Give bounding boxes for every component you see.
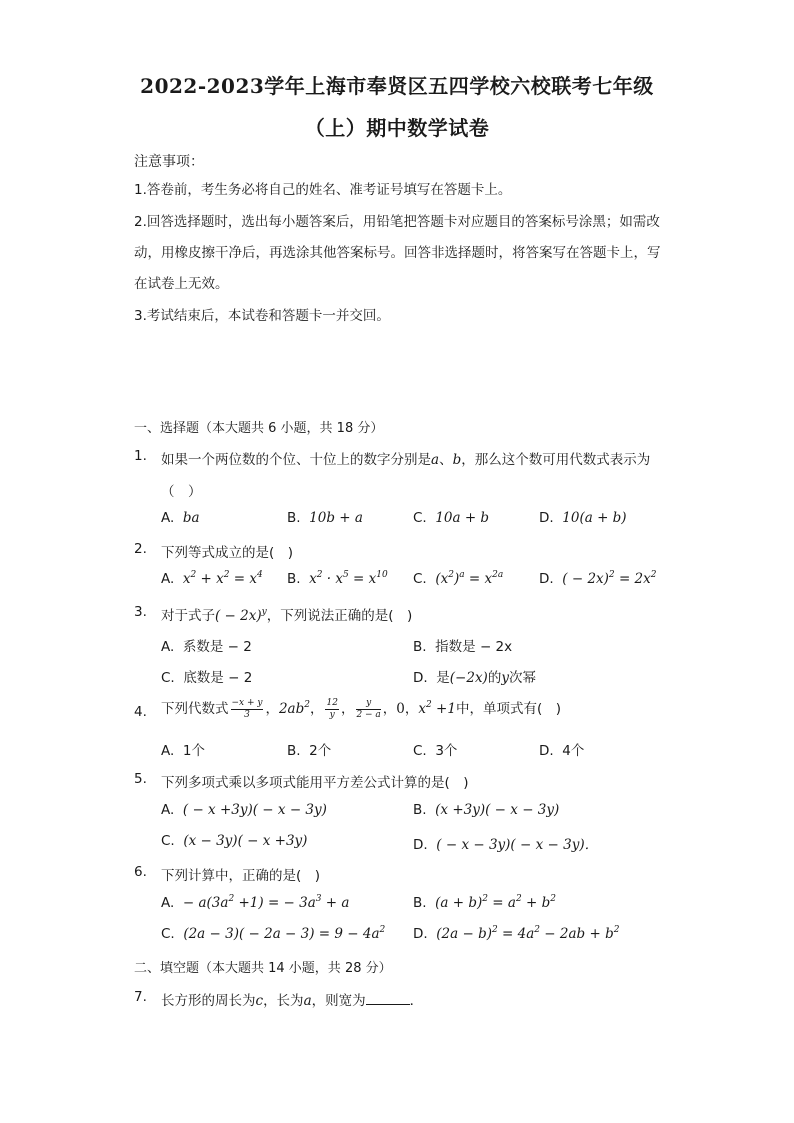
q1-option-a — [161, 510, 200, 526]
q6-stem: 下列计算中，正确的是( ) — [161, 868, 321, 884]
q2-option-b: B. $x^2 \cdot x^5 = x^{10}$ — [287, 570, 388, 587]
q5-option-b — [413, 802, 559, 818]
q1-stem-part: 如果一个两位数的个位、十位上的数字分别是 — [161, 452, 431, 468]
q4-stem-part: 下列代数式 — [161, 701, 229, 717]
q1-option-c — [413, 510, 489, 526]
section-choice-title: 一、选择题（本大题共 6 小题，共 18 分） — [134, 421, 384, 436]
option-label: A. — [161, 895, 175, 911]
option-text: ( − x − 3y)( − x − 3y)． — [436, 837, 599, 853]
fraction: $\frac{12}{y}$ — [326, 697, 338, 720]
option-text: 10b + a — [309, 510, 363, 526]
q1-stem — [161, 448, 650, 468]
option-text: 10a + b — [435, 510, 490, 526]
fraction: $\frac{-x + y}{3}$ — [231, 697, 263, 720]
option-label: A. — [161, 802, 175, 818]
q7-number: 7. — [134, 989, 147, 1005]
option-label: D. — [413, 837, 428, 853]
q6-number: 6. — [134, 864, 147, 880]
q3-stem: 对于式子( − 2x)$^y$，下列说法正确的是( ) — [161, 607, 413, 624]
q1-var-a: a — [431, 452, 440, 468]
option-label: B. — [287, 571, 301, 587]
q7-stem-part: ，长为 — [263, 993, 304, 1009]
option-label: C. — [161, 670, 175, 686]
option-text: 2个 — [309, 743, 332, 759]
page-title-line1: 2022-2023学年上海市奉贤区五四学校六校联考七年级 — [140, 74, 654, 98]
option-label: A. — [161, 743, 175, 759]
option-label: D. — [539, 571, 554, 587]
option-label: C. — [161, 926, 175, 942]
q5-number: 5. — [134, 771, 147, 787]
q3-stem-part: ，下列说法正确的是( ) — [266, 608, 413, 624]
option-label: D. — [539, 743, 554, 759]
q5-stem: 下列多项式乘以多项式能用平方差公式计算的是( ) — [161, 775, 469, 791]
option-label: A. — [161, 639, 175, 655]
q2-number: 2. — [134, 541, 147, 557]
notice-item-2: 2.回答选择题时，选出每小题答案后，用铅笔把答题卡对应题目的答案标号涂黑；如需改动，用橡皮擦干净后，再选涂其他答案标号。回答非选择题时，将答案写在答题卡上，写在试卷上无效。 — [134, 214, 661, 292]
option-label: C. — [413, 510, 427, 526]
q3-number: 3. — [134, 604, 147, 620]
q1-var-b: b — [452, 452, 462, 468]
q1-option-d — [539, 510, 627, 526]
option-label: B. — [287, 510, 301, 526]
option-label: A. — [161, 571, 175, 587]
q1-sep: 、 — [439, 452, 453, 468]
option-text: ( − x +3y)( − x − 3y) — [182, 802, 327, 818]
page-title-line2: （上）期中数学试卷 — [304, 116, 490, 140]
q3-stem-part: 对于式子 — [161, 608, 215, 624]
q4-option-d — [539, 739, 584, 759]
option-text: 是 — [436, 670, 450, 686]
q7-var-a: a — [303, 993, 312, 1009]
option-label: C. — [413, 571, 427, 587]
option-label: B. — [287, 743, 301, 759]
option-text: 4个 — [562, 743, 585, 759]
fraction: $\frac{y}{2 - a}$ — [356, 697, 381, 720]
q6-option-d: D. $(2a - b)^2 = 4a^2 - 2ab + b^2$ — [413, 925, 620, 942]
q7-stem — [161, 989, 423, 1009]
q6-option-a: A. − $a(3a^2 +1)$ = − $3a^3 + a$ — [161, 894, 350, 911]
q3-option-d — [413, 666, 536, 686]
option-text: (−2x) — [449, 670, 488, 686]
q1-stem-part: ，那么这个数可用代数式表示为 — [461, 452, 651, 468]
option-text: 1个 — [182, 743, 205, 759]
q3-option-a — [161, 635, 252, 655]
option-text: 系数是 − 2 — [182, 639, 252, 655]
option-text: (x +3y)( − x − 3y) — [435, 802, 560, 818]
q3-option-c — [161, 666, 252, 686]
q5-option-d — [413, 833, 598, 853]
option-label: A. — [161, 510, 175, 526]
q4-number: 4. — [134, 704, 147, 720]
q4-option-c — [413, 739, 457, 759]
option-text: 次幂 — [508, 670, 536, 686]
answer-blank — [366, 992, 410, 1005]
option-text: (x − 3y)( − x +3y) — [183, 833, 308, 849]
q4-option-a — [161, 739, 205, 759]
notice-item-3: 3.考试结束后，本试卷和答题卡一并交回。 — [134, 308, 390, 324]
option-text: 10(a + b) — [562, 510, 627, 526]
option-text: ba — [182, 510, 200, 526]
notice-item-1: 1.答卷前，考生务必将自己的姓名、准考证号填写在答题卡上。 — [134, 182, 512, 198]
option-label: D. — [539, 510, 554, 526]
q5-option-c — [161, 833, 307, 849]
q1-number: 1. — [134, 448, 147, 464]
option-text: y — [501, 670, 509, 686]
q4-option-b — [287, 739, 331, 759]
option-label: B. — [413, 639, 427, 655]
q2-stem: 下列等式成立的是( ) — [161, 545, 294, 561]
q2-option-c: C. $(x^2)^a = x^{2a}$ — [413, 570, 504, 587]
option-label: C. — [413, 743, 427, 759]
option-label: D. — [413, 926, 428, 942]
q1-paren: （ ） — [161, 484, 202, 500]
q1-option-b — [287, 510, 363, 526]
q5-option-a — [161, 802, 327, 818]
section-fill-title: 二、填空题（本大题共 14 小题，共 28 分） — [134, 961, 392, 976]
option-text: 的 — [487, 670, 502, 686]
option-text: 3个 — [435, 743, 458, 759]
q2-option-d: D. ( − $2x)^2 = 2x^2$ — [539, 570, 657, 587]
option-label: B. — [413, 802, 427, 818]
q3-option-b — [413, 635, 512, 655]
q7-stem-part: 长方形的周长为 — [161, 993, 256, 1009]
q2-option-a: A. $x^2 + x^2 = x^4$ — [161, 570, 263, 587]
q7-stem-part: ，则宽为 — [311, 993, 366, 1009]
q6-option-b: B. $(a + b)^2 = a^2 + b^2$ — [413, 894, 556, 911]
option-label: B. — [413, 895, 427, 911]
q6-option-c: C. $(2a - 3)( - 2a - 3) = 9 - 4a^2$ — [161, 925, 386, 942]
option-text: 指数是 − 2x — [435, 639, 513, 655]
notice-heading: 注意事项： — [134, 154, 204, 170]
q4-stem-part: 中，单项式有( ) — [455, 701, 561, 717]
option-text: 底数是 − 2 — [183, 670, 253, 686]
q7-end: ． — [409, 993, 424, 1009]
option-label: C. — [161, 833, 175, 849]
q7-var-c: c — [255, 993, 264, 1009]
q4-stem: 下列代数式 $\frac{-x + y}{3}$ ，$2ab^2$， $\frac{12}{y}$ ， $\frac{y}{2 - a}$ ，0，$x^2 +1$中，单项式有( ) — [161, 697, 561, 720]
option-label: D. — [413, 670, 428, 686]
